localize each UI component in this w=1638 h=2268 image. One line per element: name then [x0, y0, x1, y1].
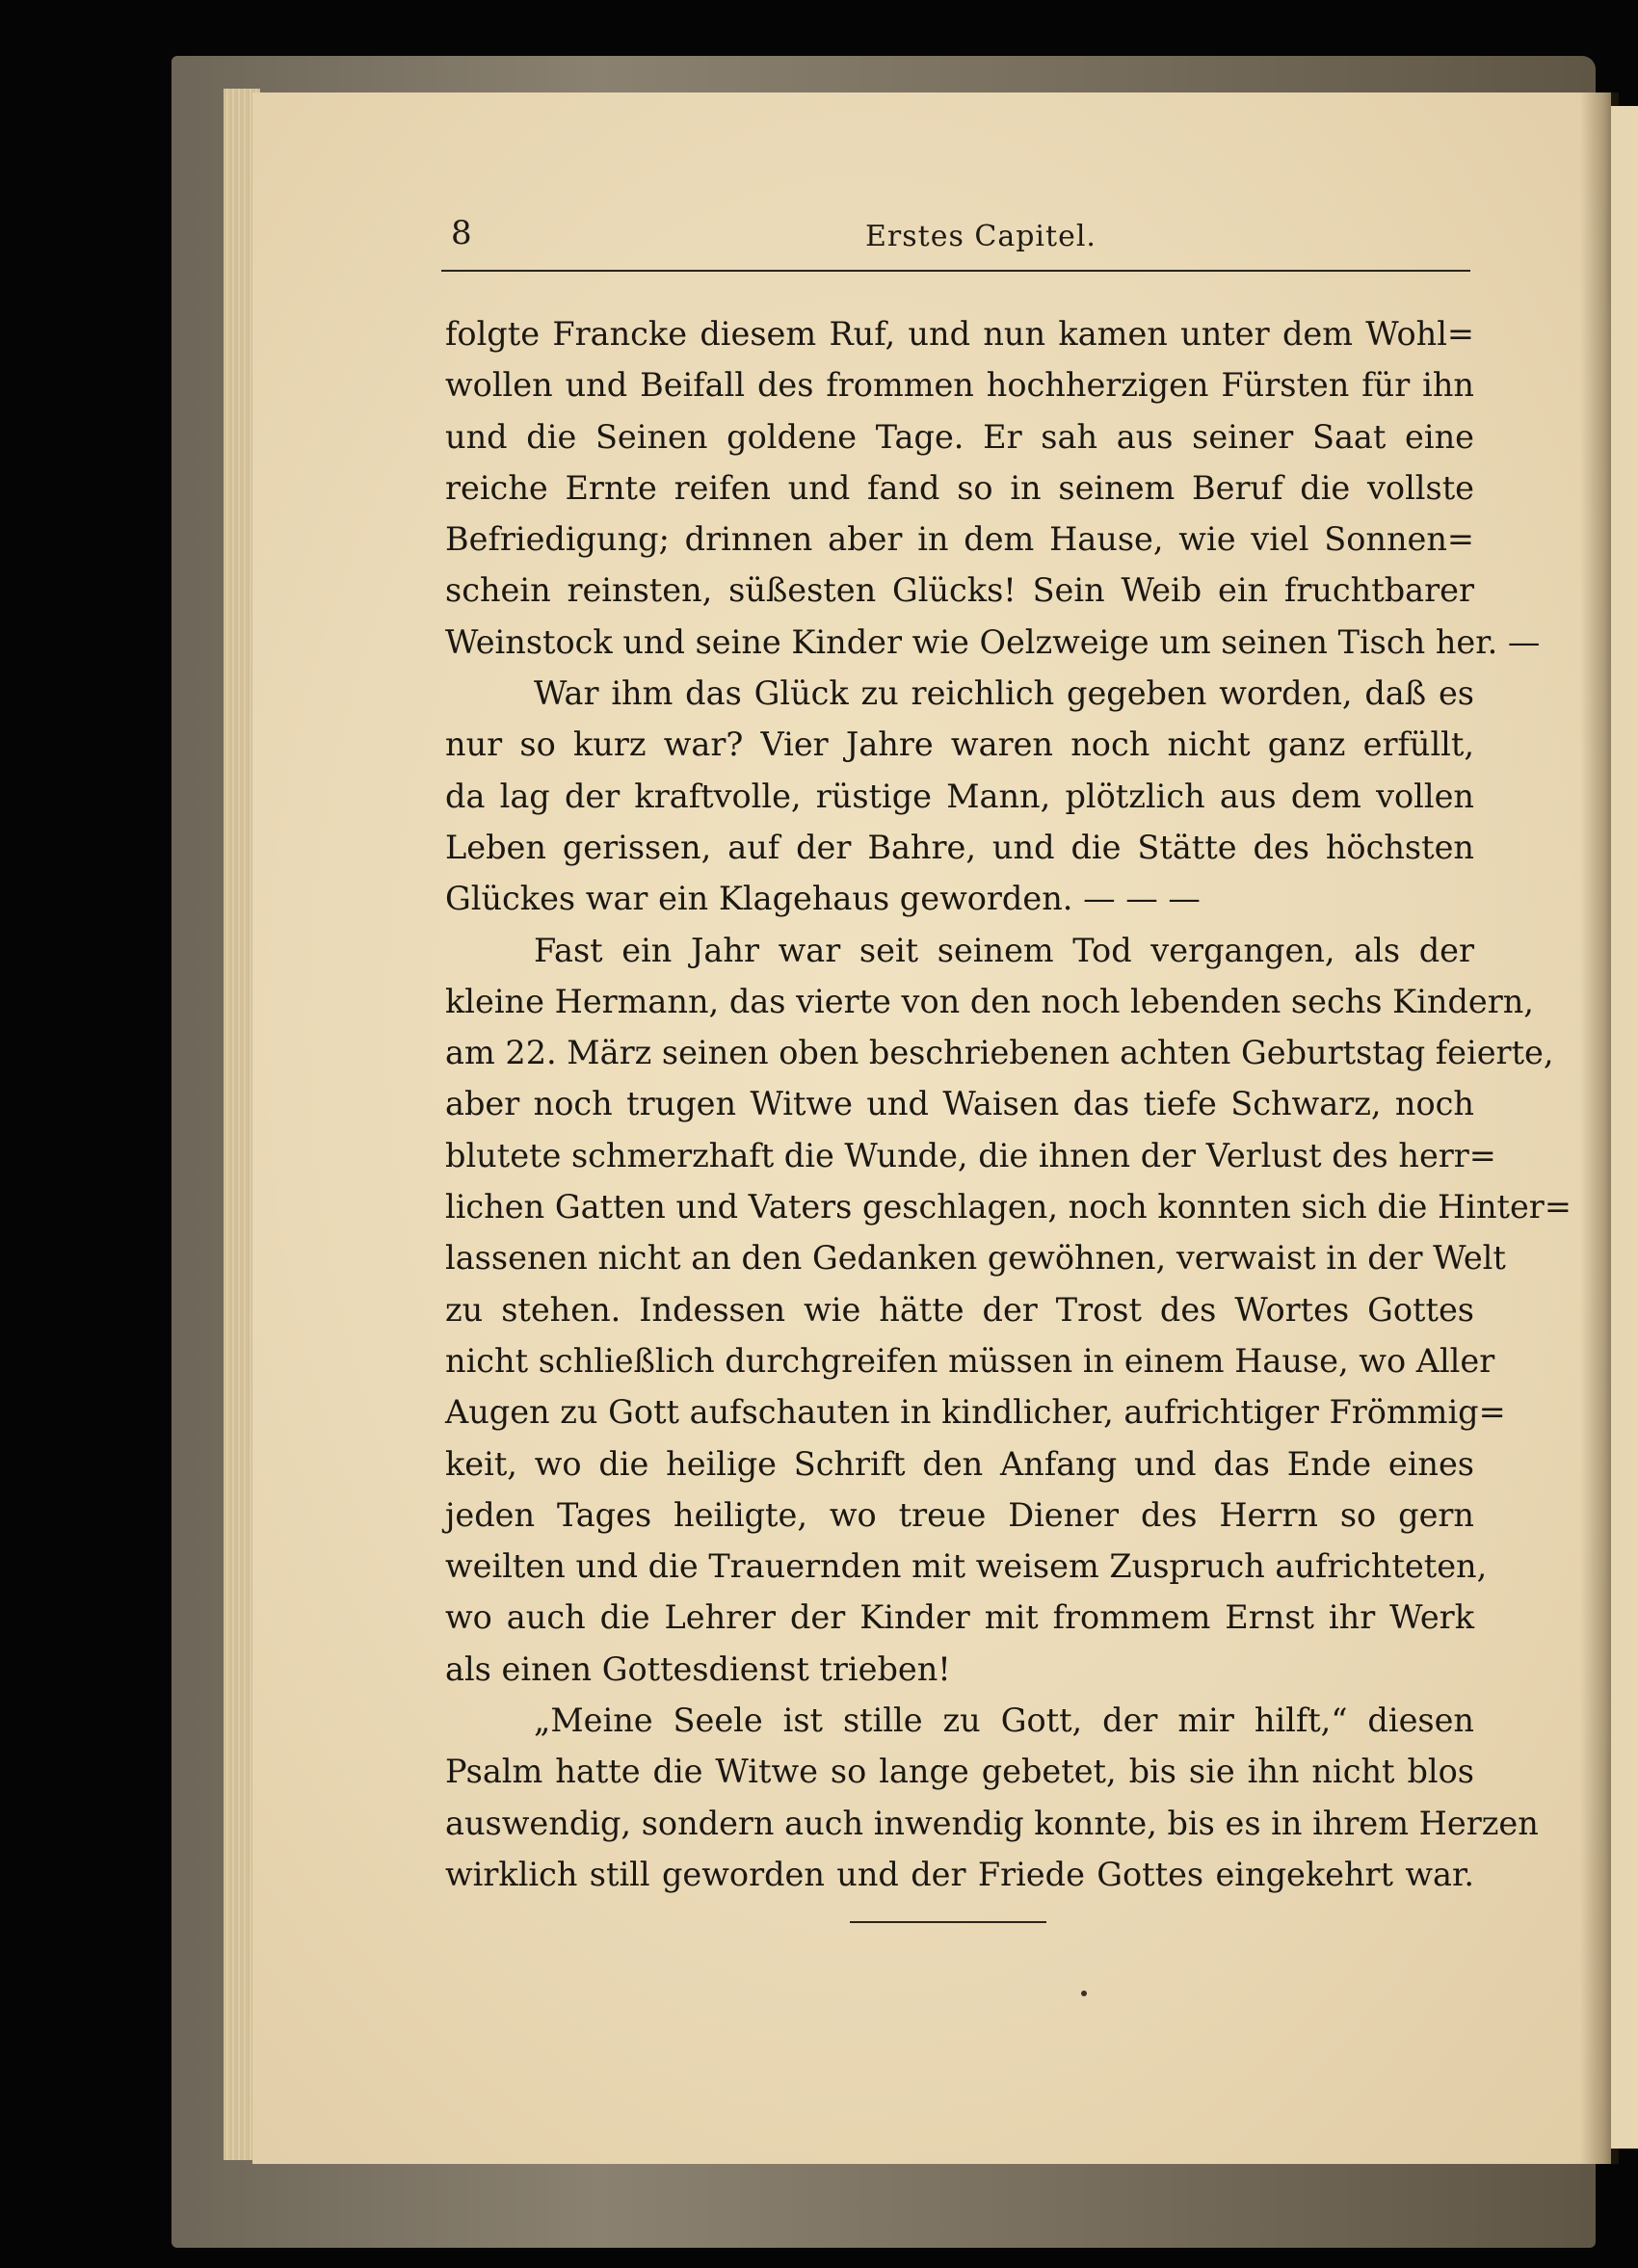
body-text: [445, 308, 1572, 1900]
facing-page-edge: [1611, 106, 1638, 2149]
text-line: wollen und Beifall des frommen hochherzigen Fürsten für ihn: [445, 366, 1474, 405]
text-line: am 22. März seinen oben beschriebenen achten Geburtstag feierte,: [445, 1034, 1554, 1072]
text-line: Befriedigung; drinnen aber in dem Hause, wie viel Sonnen=: [445, 520, 1474, 559]
text-line: Psalm hatte die Witwe so lange gebetet, bis sie ihn nicht blos: [445, 1753, 1474, 1791]
text-line: weilten und die Trauernden mit weisem Zuspruch aufrichteten,: [445, 1547, 1488, 1586]
text-line: jeden Tages heiligte, wo treue Diener des Herrn so gern: [445, 1495, 1474, 1534]
text-line: aber noch trugen Witwe und Waisen das tiefe Schwarz, noch: [445, 1085, 1474, 1123]
text-line: da lag der kraftvolle, rüstige Mann, plötzlich aus dem vollen: [445, 777, 1474, 815]
text-line: als einen Gottesdienst trieben!: [445, 1649, 951, 1688]
text-line: zu stehen. Indessen wie hätte der Trost des Wortes Gottes: [445, 1290, 1474, 1329]
text-line: Fast ein Jahr war seit seinem Tod vergangen, als der: [534, 931, 1474, 969]
header-rule: [441, 270, 1470, 272]
text-line: Weinstock und seine Kinder wie Oelzweige um seinen Tisch her. —: [445, 622, 1541, 661]
page-number: 8: [451, 214, 472, 252]
text-line: reiche Ernte reifen und fand so in seinem Beruf die vollste: [445, 468, 1474, 507]
text-line: nicht schließlich durchgreifen müssen in einem Hause, wo Aller: [445, 1341, 1495, 1380]
text-line: schein reinsten, süßesten Glücks! Sein Weib ein fruchtbarer: [445, 571, 1474, 610]
text-line: und die Seinen goldene Tage. Er sah aus seiner Saat eine: [445, 417, 1474, 456]
text-line: War ihm das Glück zu reichlich gegeben worden, daß es: [534, 674, 1474, 713]
text-line: keit, wo die heilige Schrift den Anfang und das Ende eines: [445, 1444, 1474, 1483]
text-line: nur so kurz war? Vier Jahre waren noch nicht ganz erfüllt,: [445, 725, 1474, 764]
text-line: auswendig, sondern auch inwendig konnte, bis es in ihrem Herzen: [445, 1804, 1539, 1842]
text-line: „Meine Seele ist stille zu Gott, der mir hilft,“ diesen: [534, 1701, 1474, 1740]
chapter-title: Erstes Capitel.: [865, 220, 1096, 253]
text-line: wo auch die Lehrer der Kinder mit frommem Ernst ihr Werk: [445, 1598, 1474, 1637]
text-line: Leben gerissen, auf der Bahre, und die Stätte des höchsten: [445, 828, 1474, 866]
ink-speck: [1081, 1991, 1087, 1996]
text-line: folgte Francke diesem Ruf, und nun kamen unter dem Wohl=: [445, 315, 1474, 353]
section-end-rule: [850, 1921, 1046, 1923]
text-line: Glückes war ein Klagehaus geworden. — — —: [445, 880, 1201, 918]
text-line: lassenen nicht an den Gedanken gewöhnen, verwaist in der Welt: [445, 1239, 1506, 1278]
text-line: blutete schmerzhaft die Wunde, die ihnen der Verlust des herr=: [445, 1136, 1496, 1174]
text-line: kleine Hermann, das vierte von den noch lebenden sechs Kindern,: [445, 982, 1534, 1020]
page-header: [451, 214, 1472, 260]
text-line: Augen zu Gott aufschauten in kindlicher, aufrichtiger Frömmig=: [445, 1393, 1506, 1432]
text-line: lichen Gatten und Vaters geschlagen, noch konnten sich die Hinter=: [445, 1188, 1572, 1226]
text-line: wirklich still geworden und der Friede Gottes eingekehrt war.: [445, 1855, 1474, 1893]
